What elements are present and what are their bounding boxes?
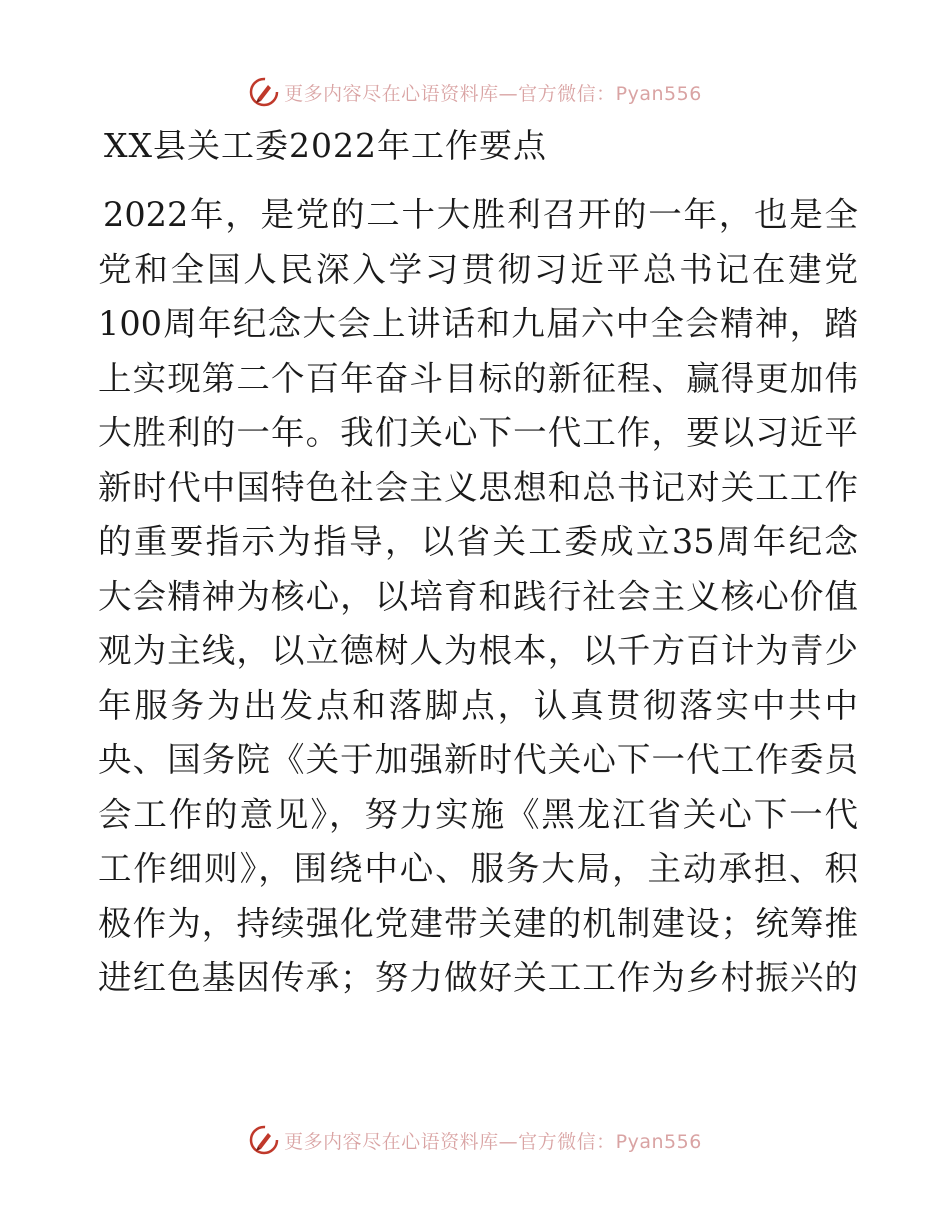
watermark-text: 更多内容尽在心语资料库—官方微信：Pyan556 [284, 82, 702, 105]
pen-logo-icon [248, 76, 280, 108]
paragraph-line: 新时代中国特色社会主义思想和总书记对关工工作 [98, 467, 858, 507]
paragraph-line: 大会精神为核心，以培育和践行社会主义核心价值 [98, 576, 858, 616]
watermark-banner-top [0, 70, 950, 114]
paragraph-line: 100周年纪念大会上讲话和九届六中全会精神，踏 [98, 304, 858, 343]
paragraph-line: 2022年，是党的二十大胜利召开的一年，也是全 [103, 195, 858, 234]
paragraph-line: 观为主线，以立德树人为根本，以千方百计为青少 [98, 631, 858, 670]
watermark-text: 更多内容尽在心语资料库—官方微信：Pyan556 [284, 1130, 702, 1153]
paragraph-line: 的重要指示为指导，以省关工委成立35周年纪念 [98, 522, 858, 561]
paragraph-line: 年服务为出发点和落脚点，认真贯彻落实中共中 [98, 685, 858, 725]
document-title: XX县关工委2022年工作要点 [104, 126, 547, 165]
paragraph-line: 央、国务院《关于加强新时代关心下一代工作委员 [98, 740, 858, 779]
paragraph-line: 上实现第二个百年奋斗目标的新征程、赢得更加伟 [98, 358, 858, 398]
paragraph-line: 会工作的意见》，努力实施《黑龙江省关心下一代 [98, 794, 858, 834]
document-body [98, 188, 858, 1006]
paragraph-line: 极作为，持续强化党建带关建的机制建设；统筹推 [98, 903, 858, 943]
pen-logo-icon [248, 1124, 280, 1156]
watermark-banner-bottom [0, 1118, 950, 1162]
paragraph-line: 党和全国人民深入学习贯彻习近平总书记在建党 [98, 249, 858, 289]
paragraph-line: 工作细则》，围绕中心、服务大局，主动承担、积 [98, 849, 858, 888]
paragraph-line: 进红色基因传承；努力做好关工工作为乡村振兴的 [98, 958, 858, 997]
paragraph-line: 大胜利的一年。我们关心下一代工作，要以习近平 [98, 413, 858, 452]
